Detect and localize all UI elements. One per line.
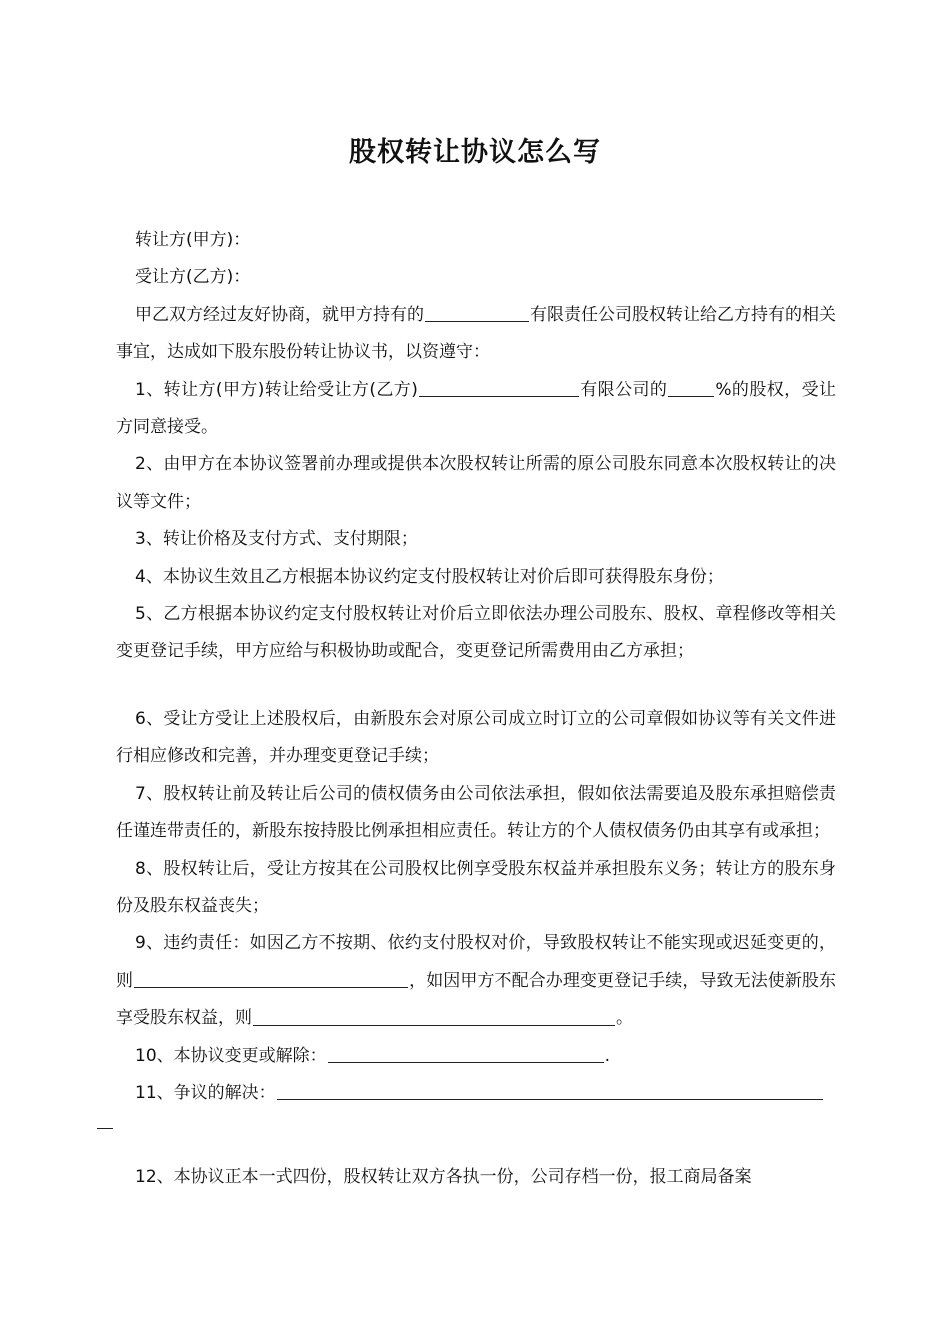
clause-1: [116, 372, 836, 447]
clause-11: [116, 1075, 836, 1129]
clause-2-text-a: 2、由甲方在本协议签署前办理或提供本次股权转让所需的原公司股东同意本次股权: [135, 454, 768, 475]
clause-7-text-a: 7、股权转让前及转让后公司的债权债务由公司依法承担，假如依法需要追及股东承: [135, 783, 768, 804]
clause-5-text-a: 5、乙方根据本协议约定支付股权转让对价后立即依法办理公司股东、股权、章程修: [135, 604, 768, 625]
clause-9-text-c: ，如因甲方不配合办理变更登记手续，导: [409, 970, 717, 991]
clause-5-text-b: 改等相关变更登记手续，甲方应给与积极协助或配合，变更登记所需费用由乙方承担；: [116, 604, 836, 662]
clause-7-text-c: 仍由其享有或承担；: [677, 821, 830, 842]
transfer-company-blank: [419, 379, 579, 397]
clause-3: 3、转让价格及支付方式、支付期限；: [135, 529, 418, 550]
clause-2: [116, 446, 836, 521]
document-body: [116, 222, 836, 1197]
clause-1-text-d: 受让方同意接受。: [116, 379, 836, 438]
clause-1-text-c: %的股权，: [715, 379, 802, 400]
clause-9: [116, 925, 836, 1037]
clause-10: [116, 1038, 836, 1075]
clause-8-text-b: 的股东身份及股东权益丧失；: [116, 858, 836, 916]
clause-9-text-d: 致无法使新股东享受股东权益，则: [116, 970, 837, 1029]
clause-1-text-a: 1、转让方(甲方)转让给受让方(乙方): [135, 379, 418, 400]
intro-text-2: 有限责任公司股权转让给乙方持: [530, 304, 768, 325]
clause-6: [116, 701, 836, 776]
clause-7: [116, 776, 836, 851]
breach-remedy-blank-2: [253, 1008, 615, 1026]
clause-1-text-b: 有限公司的: [579, 379, 668, 400]
clause-12: 12、本协议正本一式四份，股权转让双方各执一份，公司存档一份，报工商局备案: [135, 1167, 752, 1188]
company-name-blank: [425, 304, 529, 322]
document-title: 股权转让协议怎么写: [349, 137, 601, 168]
dispute-blank: [277, 1082, 823, 1100]
clause-5: [116, 596, 836, 671]
intro-paragraph: [116, 297, 836, 372]
breach-remedy-blank-1: [134, 970, 408, 988]
intro-text-3: 有的相关事宜，达成如下股东股份转让协议书，以资遵守：: [116, 304, 836, 363]
clause-11-text: 11、争议的解决：: [135, 1082, 276, 1103]
clause-4: 4、本协议生效且乙方根据本协议约定支付股权转让对价后即可获得股东身份；: [135, 566, 724, 587]
clause-7-text-b: 担赔偿责任谨连带责任的，新股东按持股比例承担相应责任。转让方的个人债权债务: [116, 783, 836, 842]
clause-8: [116, 851, 836, 926]
transferor-line: 转让方(甲方)：: [135, 230, 251, 250]
dispute-blank-continued: [97, 1106, 113, 1129]
amendment-blank: [328, 1045, 604, 1063]
clause-9-text-e: 。: [616, 1008, 633, 1029]
clause-10-text-a: 10、本协议变更或解除：: [135, 1045, 327, 1066]
clause-6-text-a: 6、受让方受让上述股权后，由新股东会对原公司成立时订立的公司章假如协议等有: [135, 708, 768, 729]
clause-9-text-b: 变更的，则: [116, 933, 836, 991]
clause-8-text-a: 8、股权转让后，受让方按其在公司股权比例享受股东权益并承担股东义务；转让方: [135, 858, 768, 879]
intro-text-1: 甲乙双方经过友好协商，就甲方持有的: [135, 304, 424, 325]
clause-6-text-b: 关文件进行相应修改和完善，并办理变更登记手续；: [116, 708, 836, 767]
percent-blank: [668, 379, 714, 397]
transferee-line: 受让方(乙方)：: [135, 267, 251, 288]
clause-10-text-b: .: [604, 1045, 611, 1066]
clause-2-text-b: 转让的决议等文件；: [116, 454, 836, 512]
clause-9-text-a: 9、违约责任：如因乙方不按期、依约支付股权对价，导致股权转让不能实现或迟延: [135, 933, 768, 954]
